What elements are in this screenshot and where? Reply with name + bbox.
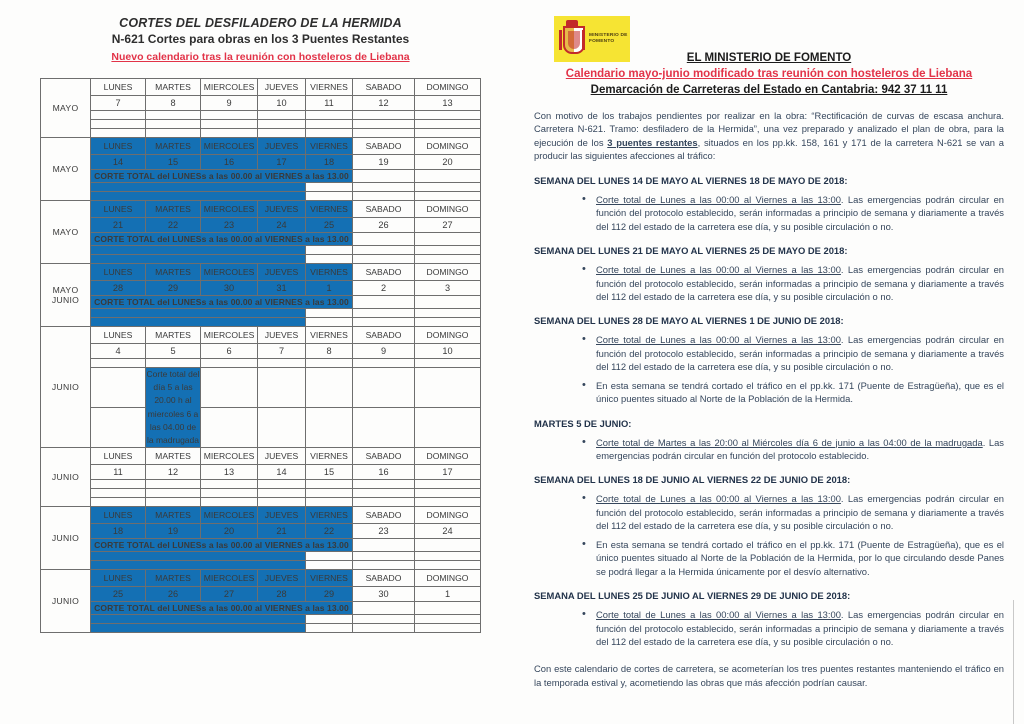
month-label: MAYO [41,138,91,201]
section-heading: SEMANA DEL LUNES 25 DE JUNIO AL VIERNES 29 DE JUNIO DE 2018: [534,590,851,602]
calendar-empty-cell [415,498,481,507]
closure-calendar-table [40,78,481,633]
ministerio-de-fomento-logo [554,16,630,62]
calendar-subtitle: N-621 Cortes para obras en los 3 Puentes Restantes [111,32,410,46]
calendar-empty-cell [353,246,415,255]
bullet-underlined-lead: Corte total de Lunes a las 00:00 al Viernes a las 13:00 [596,493,841,505]
calendar-day-header: VIERNES [306,79,353,96]
calendar-empty-cell [306,561,353,570]
calendar-day-header: JUEVES [258,264,306,281]
calendar-empty-cell [353,480,415,489]
calendar-day-header: MIERCOLES [201,79,258,96]
section-bullet [596,333,1004,373]
section-bullet [596,263,1004,303]
corte-extension-cell [91,246,306,255]
calendar-empty-cell [306,309,353,318]
calendar-date: 15 [306,465,353,480]
section-bullet [596,193,1004,233]
calendar-empty-cell [415,368,481,408]
calendar-day-header: LUNES [91,201,146,218]
section-heading: SEMANA DEL LUNES 21 DE MAYO AL VIERNES 25 DE MAYO DE 2018: [534,245,848,257]
calendar-date: 8 [146,96,201,111]
calendar-date: 9 [353,344,415,359]
calendar-day-header: LUNES [91,138,146,155]
calendar-day-header: MIERCOLES [201,570,258,587]
calendar-date: 26 [353,218,415,233]
month-label: JUNIO [41,570,91,633]
bullet-text: En esta semana se tendrá cortado el tráfico en el pp.kk. 171 (Puente de Estragüeña), que es el único puentes situado al Norte de la Población de la Hermida. [596,379,1004,405]
calendar-day-header: MIERCOLES [201,507,258,524]
calendar-day-header: VIERNES [306,570,353,587]
section-heading: SEMANA DEL LUNES 18 DE JUNIO AL VIERNES 22 DE JUNIO DE 2018: [534,474,851,486]
spain-coat-of-arms-icon [559,20,585,58]
calendar-empty-cell [146,111,201,120]
calendar-title: CORTES DEL DESFILADERO DE LA HERMIDA [119,16,402,30]
calendar-empty-cell [353,602,415,615]
calendar-date: 16 [201,155,258,170]
calendar-empty-cell [306,255,353,264]
calendar-empty-cell [91,368,146,408]
bullet-underlined-lead: Corte total de Martes a las 20:00 al Miércoles día 6 de junio a las 04:00 de la madrugada [596,436,983,448]
section-bullet-list [534,263,1004,303]
calendar-empty-cell [306,192,353,201]
calendar-day-header: MIERCOLES [201,327,258,344]
calendar-day-header: JUEVES [258,79,306,96]
calendar-empty-cell [258,498,306,507]
calendar-empty-cell [258,129,306,138]
calendar-date: 27 [415,218,481,233]
calendar-empty-cell [353,192,415,201]
calendar-date: 3 [415,281,481,296]
calendar-day-header: SABADO [353,448,415,465]
calendar-day-header: VIERNES [306,327,353,344]
section-bullet [596,379,1004,406]
corte-total-cell: CORTE TOTAL del LUNESs a las 00.00 al VIERNES a las 13.00 [91,296,353,309]
calendar-empty-cell [415,539,481,552]
calendar-empty-cell [258,111,306,120]
calendar-day-header: JUEVES [258,138,306,155]
calendar-date: 14 [91,155,146,170]
intro-pre: Con motivo de los trabajos pendientes por realizar en la obra: “Rectificación de curvas de escasa anchura. Carretera N-621. Tramo: desfiladero de la Hermida”, una vez preparado y analizado el plan de obra, para la ejecución de los [534,110,1004,148]
calendar-empty-cell [258,489,306,498]
calendar-empty-cell [258,120,306,129]
calendar-empty-cell [91,120,146,129]
calendar-date: 29 [146,281,201,296]
calendar-empty-cell [415,552,481,561]
closing-paragraph: Con este calendario de cortes de carretera, se acometerían los tres puentes restantes manteniendo el tráfico en la temporada estival y, acometiendo las obras que más afección podrían causar. [534,663,1004,688]
calendar-empty-cell [415,255,481,264]
section-heading: SEMANA DEL LUNES 14 DE MAYO AL VIERNES 18 DE MAYO DE 2018: [534,174,848,186]
june5-corte-cell: Corte total del día 5 a las 20.00 h al miercoles 6 a las 04.00 de la madrugada [146,368,201,448]
calendar-page [40,16,481,633]
calendar-empty-cell [306,129,353,138]
scan-artifact-line [1013,600,1014,724]
notice-heading-phone: Demarcación de Carreteras del Estado en Cantabria: 942 37 11 11 [590,84,948,96]
calendar-empty-cell [415,408,481,448]
calendar-empty-cell [353,111,415,120]
calendar-day-header: MARTES [146,138,201,155]
calendar-day-header: LUNES [91,507,146,524]
calendar-date: 30 [201,281,258,296]
calendar-day-header: LUNES [91,264,146,281]
calendar-empty-cell [415,233,481,246]
calendar-empty-cell [146,120,201,129]
corte-extension-cell [91,192,306,201]
bullet-underlined-lead: Corte total de Lunes a las 00:00 al Viernes a las 13:00 [596,609,841,621]
intro-emphasis: 3 puentes restantes [607,136,698,148]
section-heading: MARTES 5 DE JUNIO: [534,417,632,429]
intro-post: , situados en los pp.kk. 158, 161 y 171 de la carretera N-621 se van a producir las siguientes afecciones al tráfico: [534,136,1004,162]
calendar-empty-cell [201,359,258,368]
calendar-empty-cell [415,170,481,183]
calendar-empty-cell [306,246,353,255]
calendar-date: 23 [353,524,415,539]
calendar-empty-cell [353,359,415,368]
bullet-text: . Las emergencias podrán circular en función del protocolo establecido, serán informadas a principio de semana y diariamente a través del 112 del estado de la carretera ese día, y su posible circulación o no. [596,609,1004,647]
calendar-empty-cell [353,498,415,507]
calendar-date: 5 [146,344,201,359]
calendar-empty-cell [201,498,258,507]
section-bullet-list [534,608,1004,648]
calendar-empty-cell [353,552,415,561]
calendar-empty-cell [415,183,481,192]
calendar-date: 22 [146,218,201,233]
calendar-date: 9 [201,96,258,111]
calendar-day-header: SABADO [353,570,415,587]
calendar-day-header: JUEVES [258,327,306,344]
calendar-date: 21 [91,218,146,233]
calendar-date: 18 [91,524,146,539]
calendar-date: 13 [415,96,481,111]
calendar-empty-cell [415,120,481,129]
bullet-text: . Las emergencias podrán circular en función del protocolo establecido, serán informadas a principio de semana y diariamente a través del 112 del estado de la carretera ese día, y su posible circulación o no. [596,193,1004,232]
calendar-date: 20 [415,155,481,170]
calendar-empty-cell [258,359,306,368]
calendar-empty-cell [91,111,146,120]
bullet-text: En esta semana se tendrá cortado el tráfico en el pp.kk. 171 (Puente de Estragüeña), que es el único puentes situado al Norte de la Población de la Hermida, por lo que circulando desde Panes se podrá llegar a la Hermida únicamente por el desvío alternativo. [596,538,1004,577]
calendar-empty-cell [306,368,353,408]
calendar-date: 24 [415,524,481,539]
corte-total-cell: CORTE TOTAL del LUNESs a las 00.00 al VIERNES a las 13.00 [91,539,353,552]
calendar-empty-cell [201,489,258,498]
bullet-text: . Las emergencias podrán circular en función del protocolo establecido, serán informadas a principio de semana y diariamente a través del 112 del estado de la carretera ese día, y su posible circulación o no. [596,264,1004,302]
calendar-empty-cell [306,624,353,633]
calendar-date: 15 [146,155,201,170]
calendar-empty-cell [146,480,201,489]
calendar-date: 8 [306,344,353,359]
section-bullet-list [534,492,1004,578]
calendar-day-header: MIERCOLES [201,138,258,155]
calendar-empty-cell [353,170,415,183]
calendar-empty-cell [201,408,258,448]
calendar-day-header: DOMINGO [415,448,481,465]
calendar-empty-cell [258,480,306,489]
calendar-date: 25 [306,218,353,233]
calendar-empty-cell [201,129,258,138]
calendar-day-header: DOMINGO [415,507,481,524]
calendar-date: 28 [91,281,146,296]
calendar-empty-cell [353,183,415,192]
calendar-empty-cell [353,615,415,624]
corte-extension-cell [91,624,306,633]
calendar-empty-cell [306,498,353,507]
notice-page [534,14,1004,699]
calendar-date: 20 [201,524,258,539]
corte-extension-cell [91,615,306,624]
intro-paragraph [534,109,1004,163]
calendar-date: 23 [201,218,258,233]
calendar-day-header: DOMINGO [415,570,481,587]
calendar-empty-cell [353,408,415,448]
calendar-empty-cell [306,120,353,129]
calendar-empty-cell [353,120,415,129]
calendar-empty-cell [146,498,201,507]
calendar-empty-cell [415,296,481,309]
month-label: MAYO JUNIO [41,264,91,327]
month-label: JUNIO [41,448,91,507]
calendar-day-header: MARTES [146,79,201,96]
calendar-day-header: MIERCOLES [201,264,258,281]
bullet-underlined-lead: Corte total de Lunes a las 00:00 al Viernes a las 13:00 [596,264,841,276]
bullet-text: . Las emergencias podrán circular en función del protocolo establecido, serán informadas a principio de semana y diariamente a través del 112 del estado de la carretera ese día, y su posible circulación o no. [596,334,1004,373]
calendar-day-header: MARTES [146,570,201,587]
calendar-empty-cell [258,368,306,408]
calendar-empty-cell [146,129,201,138]
calendar-date: 27 [201,587,258,602]
calendar-empty-cell [415,318,481,327]
calendar-empty-cell [258,408,306,448]
calendar-day-header: SABADO [353,327,415,344]
calendar-date: 24 [258,218,306,233]
calendar-empty-cell [91,408,146,448]
calendar-date: 31 [258,281,306,296]
calendar-empty-cell [353,318,415,327]
section-heading: SEMANA DEL LUNES 28 DE MAYO AL VIERNES 1 DE JUNIO DE 2018: [534,315,844,327]
calendar-day-header: JUEVES [258,507,306,524]
bullet-text: . Las emergencias podrán circular en función del protocolo establecido. [596,436,1004,461]
calendar-empty-cell [415,129,481,138]
calendar-date: 4 [91,344,146,359]
calendar-empty-cell [353,233,415,246]
calendar-empty-cell [306,489,353,498]
calendar-empty-cell [306,408,353,448]
calendar-empty-cell [415,309,481,318]
corte-total-cell: CORTE TOTAL del LUNESs a las 00.00 al VIERNES a las 13.00 [91,170,353,183]
calendar-empty-cell [91,129,146,138]
calendar-empty-cell [91,489,146,498]
calendar-date: 11 [306,96,353,111]
calendar-day-header: MIERCOLES [201,201,258,218]
section-bullet-list [534,333,1004,405]
calendar-empty-cell [353,489,415,498]
calendar-date: 11 [91,465,146,480]
month-label: JUNIO [41,327,91,448]
calendar-day-header: DOMINGO [415,79,481,96]
calendar-date: 17 [415,465,481,480]
calendar-empty-cell [353,255,415,264]
calendar-day-header: SABADO [353,264,415,281]
calendar-day-header: VIERNES [306,138,353,155]
calendar-date: 1 [306,281,353,296]
calendar-day-header: JUEVES [258,570,306,587]
calendar-empty-cell [306,183,353,192]
calendar-empty-cell [201,111,258,120]
calendar-day-header: JUEVES [258,201,306,218]
calendar-empty-cell [353,129,415,138]
calendar-empty-cell [353,296,415,309]
logo-text: MINISTERIO DE FOMENTO [589,33,628,44]
calendar-empty-cell [415,246,481,255]
calendar-empty-cell [415,561,481,570]
calendar-date: 28 [258,587,306,602]
calendar-day-header: SABADO [353,79,415,96]
calendar-empty-cell [415,480,481,489]
calendar-date: 19 [353,155,415,170]
calendar-date: 13 [201,465,258,480]
section-bullet [596,608,1004,648]
calendar-empty-cell [306,318,353,327]
calendar-date: 10 [415,344,481,359]
calendar-date: 21 [258,524,306,539]
month-label: MAYO [41,201,91,264]
calendar-empty-cell [353,624,415,633]
section-bullet [596,538,1004,578]
section-bullet [596,436,1004,463]
calendar-empty-cell [201,368,258,408]
calendar-date: 19 [146,524,201,539]
week-sections [534,175,1004,649]
section-bullet [596,492,1004,532]
calendar-day-header: MARTES [146,264,201,281]
calendar-empty-cell [415,111,481,120]
corte-total-cell: CORTE TOTAL del LUNESs a las 00.00 al VIERNES a las 13.00 [91,602,353,615]
calendar-empty-cell [91,480,146,489]
calendar-empty-cell [201,480,258,489]
calendar-day-header: LUNES [91,448,146,465]
corte-extension-cell [91,255,306,264]
calendar-day-header: MARTES [146,201,201,218]
bullet-underlined-lead: Corte total de Lunes a las 00:00 al Viernes a las 13:00 [596,334,841,346]
calendar-day-header: MARTES [146,507,201,524]
calendar-day-header: DOMINGO [415,264,481,281]
calendar-date: 10 [258,96,306,111]
calendar-date: 17 [258,155,306,170]
calendar-empty-cell [353,561,415,570]
calendar-day-header: DOMINGO [415,327,481,344]
calendar-empty-cell [306,359,353,368]
calendar-date: 18 [306,155,353,170]
calendar-date: 29 [306,587,353,602]
calendar-day-header: MIERCOLES [201,448,258,465]
section-bullet-list [534,193,1004,233]
calendar-date: 22 [306,524,353,539]
calendar-empty-cell [415,489,481,498]
bullet-text: . Las emergencias podrán circular en función del protocolo establecido, serán informadas a principio de semana y diariamente a través del 112 del estado de la carretera ese día, y su posible circulación o no. [596,493,1004,532]
section-bullet-list [534,436,1004,463]
calendar-date: 7 [91,96,146,111]
calendar-empty-cell [415,192,481,201]
calendar-day-header: SABADO [353,138,415,155]
calendar-date: 1 [415,587,481,602]
calendar-empty-cell [353,539,415,552]
calendar-date: 26 [146,587,201,602]
calendar-day-header: LUNES [91,570,146,587]
calendar-day-header: VIERNES [306,264,353,281]
calendar-empty-cell [306,480,353,489]
corte-total-cell: CORTE TOTAL del LUNESs a las 00.00 al VIERNES a las 13.00 [91,233,353,246]
calendar-empty-cell [353,309,415,318]
calendar-empty-cell [353,368,415,408]
calendar-empty-cell [415,602,481,615]
calendar-day-header: VIERNES [306,201,353,218]
calendar-empty-cell [306,111,353,120]
calendar-empty-cell [415,615,481,624]
calendar-empty-cell [146,359,201,368]
calendar-empty-cell [91,498,146,507]
corte-extension-cell [91,183,306,192]
notice-heading-main: EL MINISTERIO DE FOMENTO [686,52,852,64]
calendar-date: 12 [353,96,415,111]
calendar-empty-cell [201,120,258,129]
calendar-date: 30 [353,587,415,602]
calendar-date: 7 [258,344,306,359]
calendar-day-header: LUNES [91,327,146,344]
calendar-day-header: SABADO [353,507,415,524]
calendar-day-header: VIERNES [306,507,353,524]
calendar-date: 25 [91,587,146,602]
calendar-empty-cell [306,552,353,561]
calendar-date: 16 [353,465,415,480]
calendar-note-red: Nuevo calendario tras la reunión con hosteleros de Liebana [111,51,410,63]
corte-extension-cell [91,552,306,561]
corte-extension-cell [91,309,306,318]
bullet-underlined-lead: Corte total de Lunes a las 00:00 al Viernes a las 13:00 [596,193,841,205]
calendar-day-header: MARTES [146,448,201,465]
calendar-empty-cell [306,615,353,624]
corte-extension-cell [91,561,306,570]
calendar-day-header: DOMINGO [415,138,481,155]
calendar-date: 12 [146,465,201,480]
calendar-empty-cell [146,489,201,498]
calendar-day-header: DOMINGO [415,201,481,218]
calendar-day-header: LUNES [91,79,146,96]
calendar-date: 14 [258,465,306,480]
calendar-empty-cell [91,359,146,368]
calendar-empty-cell [415,359,481,368]
corte-extension-cell [91,318,306,327]
month-label: JUNIO [41,507,91,570]
notice-heading-red: Calendario mayo-junio modificado tras reunión con hosteleros de Liebana [565,68,973,80]
calendar-date: 2 [353,281,415,296]
calendar-day-header: JUEVES [258,448,306,465]
calendar-day-header: VIERNES [306,448,353,465]
calendar-day-header: SABADO [353,201,415,218]
calendar-day-header: MARTES [146,327,201,344]
month-label: MAYO [41,79,91,138]
calendar-empty-cell [415,624,481,633]
calendar-date: 6 [201,344,258,359]
